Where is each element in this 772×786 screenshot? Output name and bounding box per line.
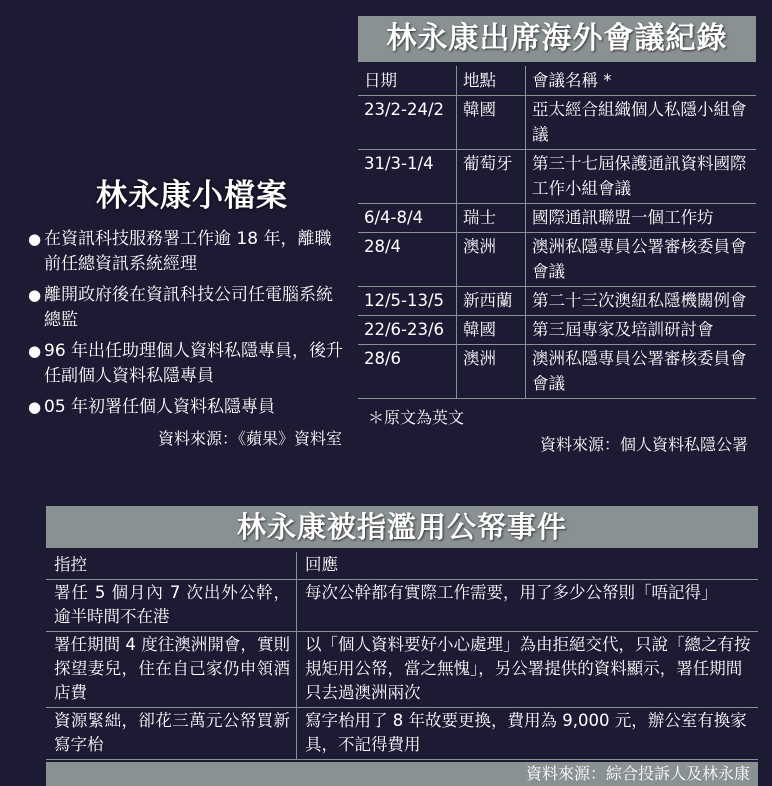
trip-date: 23/2-24/2 xyxy=(358,96,457,150)
trip-date: 28/6 xyxy=(358,345,457,399)
profile-item-text: 在資訊科技服務署工作逾 18 年，離職前任總資訊系統經理 xyxy=(44,229,332,274)
allegation-cell: 署任期間 4 度往澳洲開會，實則探望妻兒，住在自己家仍申領酒店費 xyxy=(46,632,297,708)
trip-meeting: 第二十三次澳紐私隱機關例會 xyxy=(526,287,757,316)
column-header-place: 地點 xyxy=(457,66,526,96)
bullet-icon: ● xyxy=(28,230,42,248)
trips-table xyxy=(358,66,756,399)
table-header-row xyxy=(358,66,756,96)
trip-meeting: 亞太經合組織個人私隱小組會議 xyxy=(526,96,757,150)
allegation-cell: 署任 5 個月內 7 次出外公幹，逾半時間不在港 xyxy=(46,580,297,632)
table-row xyxy=(358,316,756,345)
column-header-allegation: 指控 xyxy=(46,552,297,580)
incidents-box xyxy=(46,506,758,786)
table-row xyxy=(46,708,758,760)
profile-title: 林永康小檔案 xyxy=(96,178,288,214)
profile-item xyxy=(28,339,348,389)
response-cell: 以「個人資料要好小心處理」為由拒絕交代，只說「總之有按規矩用公帑，當之無愧」，另公署提供的資料顯示，署任期間只去過澳洲兩次 xyxy=(297,632,759,708)
trip-meeting: 澳洲私隱專員公署審核委員會會議 xyxy=(526,233,757,287)
table-row xyxy=(358,233,756,287)
trip-date: 28/4 xyxy=(358,233,457,287)
table-row xyxy=(358,204,756,233)
table-row xyxy=(358,96,756,150)
profile-item xyxy=(28,283,348,333)
table-row xyxy=(358,287,756,316)
table-row xyxy=(46,632,758,708)
profile-item xyxy=(28,227,348,277)
column-header-date: 日期 xyxy=(358,66,457,96)
response-cell: 每次公幹都有實際工作需要，用了多少公帑則「唔記得」 xyxy=(297,580,759,632)
profile-item xyxy=(28,395,348,420)
trips-box xyxy=(358,16,756,455)
incidents-table xyxy=(46,552,758,760)
trip-place: 澳洲 xyxy=(457,233,526,287)
trip-place: 澳洲 xyxy=(457,345,526,399)
trip-meeting: 國際通訊聯盟一個工作坊 xyxy=(526,204,757,233)
incidents-source: 資料來源：綜合投訴人及林永康 xyxy=(46,762,758,786)
profile-item-text: 離開政府後在資訊科技公司任電腦系統總監 xyxy=(44,285,333,330)
bullet-icon: ● xyxy=(28,342,42,360)
trip-date: 22/6-23/6 xyxy=(358,316,457,345)
profile-item-text: 96 年出任助理個人資料私隱專員，後升任副個人資料私隱專員 xyxy=(44,341,344,386)
profile-source: 資料來源：《蘋果》資料室 xyxy=(157,429,342,448)
trip-meeting: 第三屆專家及培訓研討會 xyxy=(526,316,757,345)
profile-box xyxy=(28,170,348,449)
trips-footnote: ＊原文為英文 xyxy=(368,408,465,427)
column-header-response: 回應 xyxy=(297,552,759,580)
bullet-icon: ● xyxy=(28,398,42,416)
trips-source: 資料來源：個人資料私隱公署 xyxy=(539,435,748,454)
trips-title: 林永康出席海外會議紀錄 xyxy=(358,16,756,62)
trip-meeting: 澳洲私隱專員公署審核委員會會議 xyxy=(526,345,757,399)
trip-date: 12/5-13/5 xyxy=(358,287,457,316)
trip-place: 韓國 xyxy=(457,316,526,345)
table-row xyxy=(358,150,756,204)
trip-date: 6/4-8/4 xyxy=(358,204,457,233)
incidents-title: 林永康被指濫用公帑事件 xyxy=(46,506,758,548)
table-row xyxy=(46,580,758,632)
trip-meeting: 第三十七屆保護通訊資料國際工作小組會議 xyxy=(526,150,757,204)
column-header-meeting: 會議名稱 * xyxy=(526,66,757,96)
response-cell: 寫字枱用了 8 年故要更換，費用為 9,000 元，辦公室有換家具，不記得費用 xyxy=(297,708,759,760)
table-row xyxy=(358,345,756,399)
trip-place: 韓國 xyxy=(457,96,526,150)
trip-place: 瑞士 xyxy=(457,204,526,233)
profile-item-text: 05 年初署任個人資料私隱專員 xyxy=(44,397,276,417)
trip-place: 葡萄牙 xyxy=(457,150,526,204)
allegation-cell: 資源緊絀，卻花三萬元公帑買新寫字枱 xyxy=(46,708,297,760)
trip-place: 新西蘭 xyxy=(457,287,526,316)
table-header-row xyxy=(46,552,758,580)
bullet-icon: ● xyxy=(28,286,42,304)
trip-date: 31/3-1/4 xyxy=(358,150,457,204)
